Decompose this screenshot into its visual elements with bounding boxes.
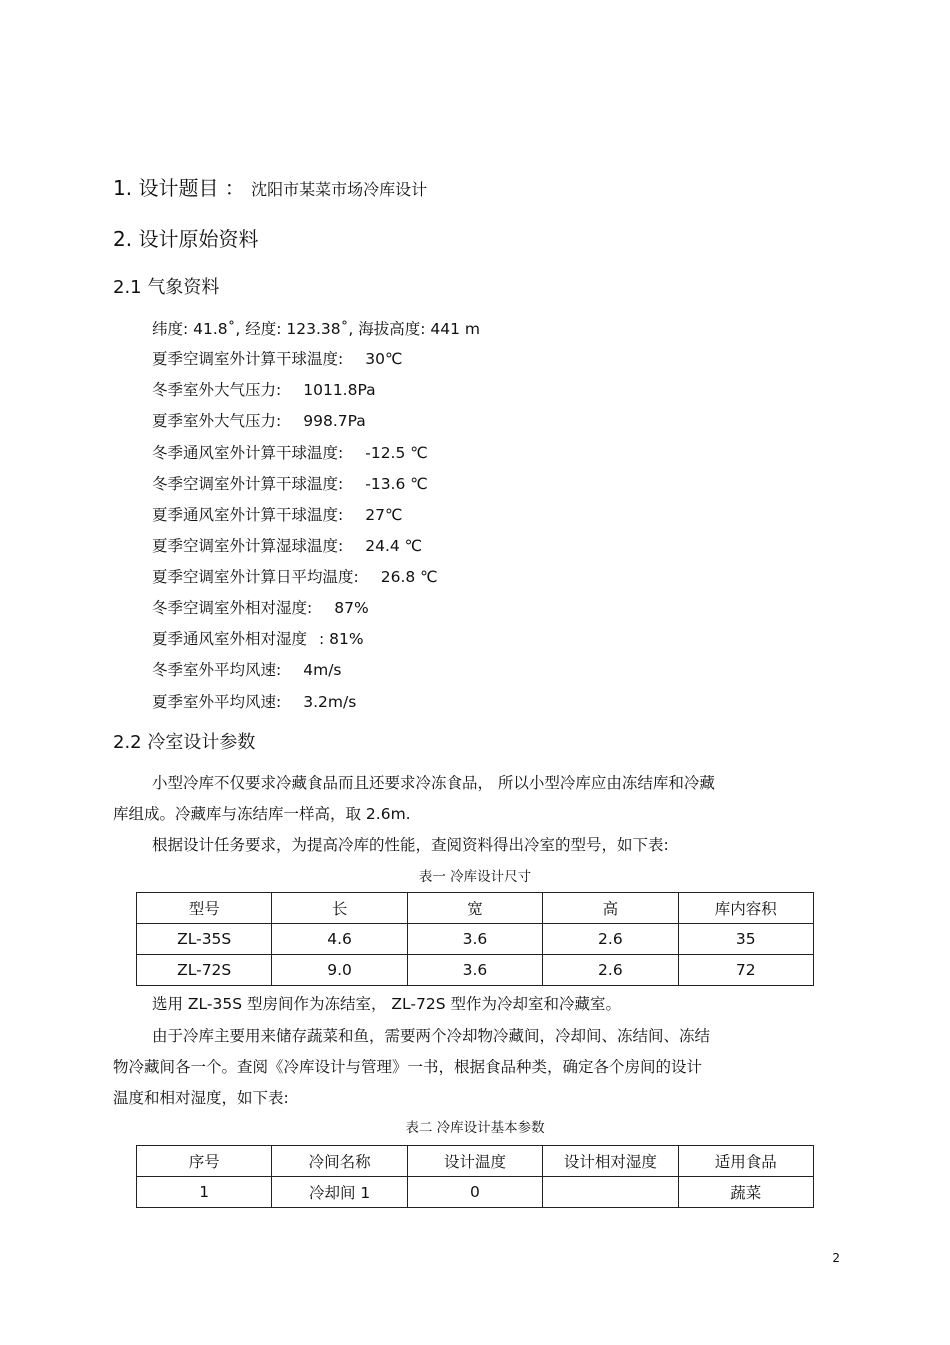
paragraph-line: 物冷藏间各一个。查阅《冷库设计与管理》一书，根据食品种类，确定各个房间的设计 [113,1058,703,1076]
table-header-cell: 型号 [137,893,272,924]
weather-item: 冬季空调室外相对湿度: 87% [152,599,369,617]
heading-label: 设计原始资料 [138,227,259,251]
table-header-cell: 适用食品 [678,1146,813,1177]
table-header-row [137,1146,814,1177]
weather-item: 夏季通风室外相对湿度 : 81% [152,630,364,648]
table-header-cell: 序号 [137,1146,272,1177]
table1-caption: 表一 冷库设计尺寸 [418,869,532,885]
table-header-row [137,893,814,924]
table-cell: 2.6 [543,955,678,986]
table2-caption: 表二 冷库设计基本参数 [405,1120,545,1136]
weather-item: 夏季室外平均风速: 3.2m/s [152,693,357,711]
table-cell: 35 [678,924,813,955]
section-title-room-params: 2.2 冷室设计参数 [113,732,256,753]
cold-storage-size-table [136,892,814,986]
table-row [137,1177,814,1208]
heading-design-topic [113,175,427,203]
weather-item: 夏季空调室外计算湿球温度: 24.4 ℃ [152,537,423,555]
table-header-cell: 设计温度 [407,1146,542,1177]
paragraph-line: 由于冷库主要用来储存蔬菜和鱼，需要两个冷却物冷藏间，冷却间、冻结间、冻结 [152,1027,711,1045]
table-cell: ZL-35S [137,924,272,955]
table-cell: 1 [137,1177,272,1208]
table-cell: 3.6 [407,924,542,955]
weather-item: 冬季室外大气压力: 1011.8Pa [152,381,376,399]
location-line: 纬度: 41.8˚, 经度: 123.38˚, 海拔高度: 441 m [152,320,481,338]
page-number: 2 [832,1251,840,1265]
paragraph-line: 选用 ZL-35S 型房间作为冻结室， ZL-72S 型作为冷却室和冷藏室。 [152,995,621,1013]
paragraph-line: 根据设计任务要求，为提高冷库的性能，查阅资料得出冷室的型号，如下表: [152,836,669,854]
paragraph-line: 温度和相对湿度，如下表: [113,1089,289,1107]
table-row [137,955,814,986]
table-cell: 蔬菜 [678,1177,813,1208]
table-cell: 0 [407,1177,542,1208]
table-cell: 2.6 [543,924,678,955]
paragraph-line: 库组成。冷藏库与冻结库一样高，取 2.6m. [113,805,411,823]
table-header-cell: 高 [543,893,678,924]
table-cell: 冷却间 1 [272,1177,407,1208]
weather-item: 夏季室外大气压力: 998.7Pa [152,412,366,430]
design-topic-value: 沈阳市某菜市场冷库设计 [251,180,428,199]
weather-item: 冬季通风室外计算干球温度: -12.5 ℃ [152,444,428,462]
heading-original-data [113,226,258,252]
cold-storage-params-table [136,1145,814,1208]
table-cell: ZL-72S [137,955,272,986]
table-cell: 9.0 [272,955,407,986]
table-row [137,924,814,955]
section-title-weather: 2.1 气象资料 [113,277,220,298]
weather-item: 冬季空调室外计算干球温度: -13.6 ℃ [152,475,428,493]
weather-item: 夏季空调室外计算日平均温度: 26.8 ℃ [152,568,438,586]
weather-item: 夏季通风室外计算干球温度: 27℃ [152,506,403,524]
table-header-cell: 长 [272,893,407,924]
heading-number: 2. [113,227,133,251]
table-header-cell: 宽 [407,893,542,924]
paragraph-line: 小型冷库不仅要求冷藏食品而且还要求冷冻食品， 所以小型冷库应由冻结库和冷藏 [152,774,715,792]
table-cell [543,1177,678,1208]
heading-label: 设计题目 ： [138,176,245,200]
table-header-cell: 设计相对湿度 [543,1146,678,1177]
table-cell: 4.6 [272,924,407,955]
weather-item: 冬季室外平均风速: 4m/s [152,661,342,679]
table-cell: 72 [678,955,813,986]
table-header-cell: 冷间名称 [272,1146,407,1177]
heading-number: 1. [113,176,133,200]
table-cell: 3.6 [407,955,542,986]
table-header-cell: 库内容积 [678,893,813,924]
weather-item: 夏季空调室外计算干球温度: 30℃ [152,350,403,368]
